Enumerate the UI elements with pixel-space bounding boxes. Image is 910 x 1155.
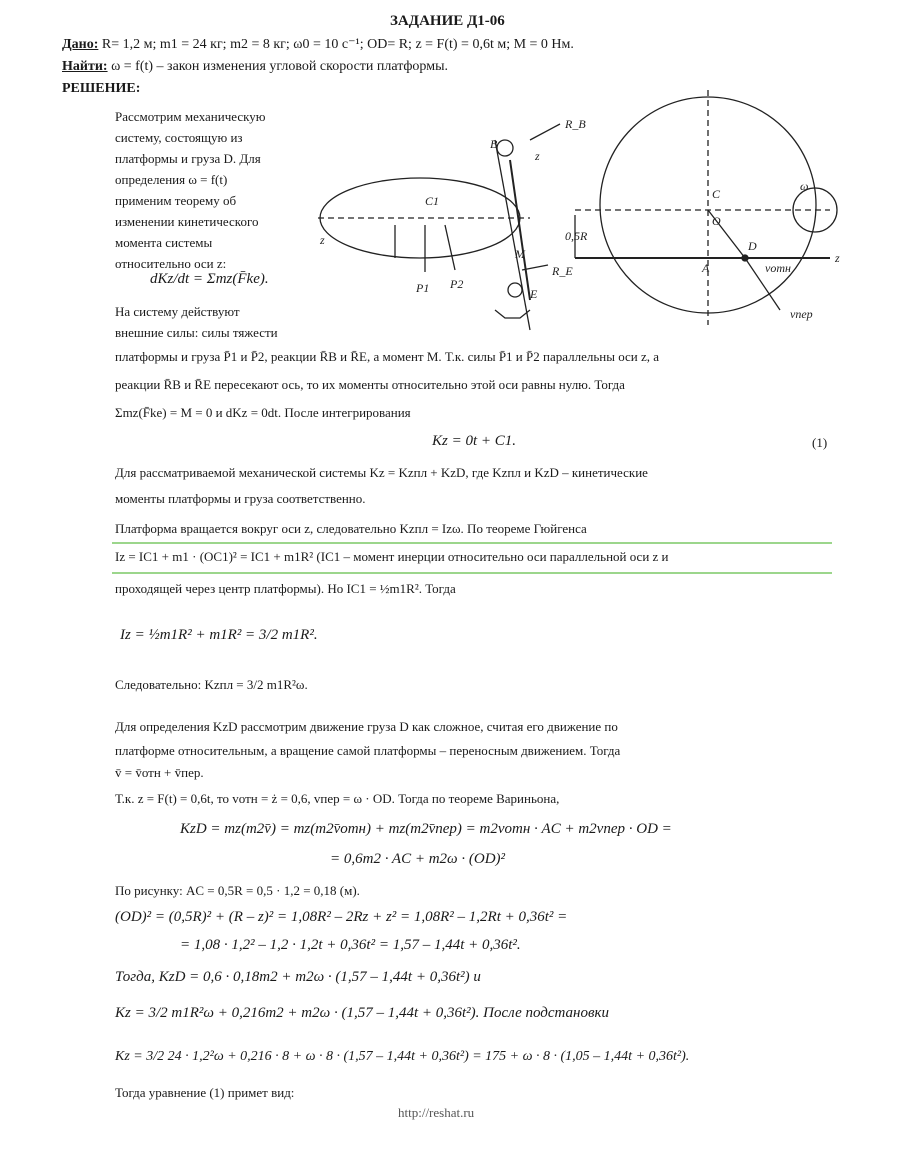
paragraph-line: реакции R̄B и R̄E пересекают ось, то их моменты относительно этой оси равны нулю. Тогда	[115, 377, 625, 392]
equation-5-intro: Тогда, KzD = 0,6 · 0,18m2 + m2ω · (1,57 – 1,44t + 0,36t²) и	[115, 969, 481, 985]
bearing-b	[497, 140, 513, 156]
label-p1: P1	[416, 281, 430, 295]
platform-ellipse	[320, 178, 520, 258]
paragraph-line: Iz = IC1 + m1 · (OC1)² = IC1 + m1R² (IC1 – момент инерции относительно оси параллельной оси z и	[115, 549, 669, 564]
p2-arrow	[445, 225, 455, 270]
equation-1: Kz = 0t + C1.	[432, 433, 517, 449]
highlight-underline	[112, 538, 832, 544]
paragraph-line: Тогда уравнение (1) примет вид:	[115, 1085, 295, 1100]
rotation-axis	[495, 140, 530, 330]
highlight-underline	[112, 568, 832, 574]
platform-circle	[600, 97, 816, 313]
re-arrow	[522, 265, 548, 270]
paragraph-line: платформе относительным, а вращение самой платформы – переносным движением. Тогда	[115, 743, 621, 758]
paragraph-line: Платформа вращается вокруг оси z, следовательно Kzпл = Izω. По теореме Гюйгенса	[115, 521, 587, 536]
solution-label: РЕШЕНИЕ:	[62, 81, 141, 96]
label-c: C	[712, 187, 721, 201]
label-omega: ω	[800, 179, 809, 193]
point-d	[742, 255, 748, 261]
shaft	[510, 160, 530, 300]
platform-top-view	[575, 90, 837, 325]
label-re: R_E	[552, 264, 573, 278]
find-label: Найти:	[62, 59, 108, 74]
label-m: M	[515, 247, 525, 261]
equation-2: Iz = ½m1R² + m1R² = 3/2 m1R².	[120, 627, 318, 643]
od-radius	[708, 210, 745, 258]
v-arrow	[745, 258, 780, 310]
intro-equation: dKz/dt = Σmz(F̄ke).	[150, 271, 269, 287]
rotation-arc	[793, 188, 837, 232]
label-z-left: z	[320, 233, 325, 247]
label-d: D	[748, 239, 757, 253]
intro-line: внешние силы: силы тяжести	[115, 325, 278, 340]
intro-line: изменении кинетического	[115, 214, 259, 229]
paragraph-line: Для рассматриваемой механической системы Kz = Kzпл + KzD, где Kzпл и KzD – кинетические	[115, 465, 648, 480]
platform-side-view	[318, 124, 560, 330]
intro-line: систему, состоящую из	[115, 130, 243, 145]
label-vot: vотн	[765, 261, 791, 275]
label-o: O	[712, 214, 721, 228]
paragraph-line: По рисунку: AC = 0,5R = 0,5 · 1,2 = 0,18 (м).	[115, 883, 360, 898]
paragraph-line: v̄ = v̄отн + v̄пер.	[115, 765, 204, 780]
paragraph-line: проходящей через центр платформы). Но IC1 = ½m1R². Тогда	[115, 581, 456, 596]
label-z-axis: z	[535, 149, 540, 163]
label-dist: 0,5R	[565, 229, 588, 243]
equation-1-number: (1)	[812, 435, 828, 450]
label-vpr: vпер	[790, 307, 813, 321]
given-label: Дано:	[62, 37, 99, 52]
paragraph-line: Т.к. z = F(t) = 0,6t, то vотн = ż = 0,6, vпер = ω · OD. Тогда по теореме Вариньона,	[115, 791, 560, 806]
find-text: ω = f(t) – закон изменения угловой скорости платформы.	[111, 59, 448, 74]
intro-line: момента системы	[115, 235, 213, 250]
equation-5: Kz = 3/2 m1R²ω + 0,216m2 + m2ω · (1,57 – 1,44t + 0,36t²). После подстановки	[115, 1005, 610, 1021]
rb-arrow	[530, 124, 560, 140]
intro-line: платформы и груза D. Для	[115, 151, 261, 166]
equation-3b: = 0,6m2 · AC + m2ω · (OD)²	[330, 851, 506, 867]
intro-line: Рассмотрим механическую	[115, 109, 266, 124]
find-line	[62, 60, 448, 74]
label-e: E	[530, 287, 538, 301]
footer-url: http://reshat.ru	[398, 1105, 475, 1120]
equation-4a: (OD)² = (0,5R)² + (R – z)² = 1,08R² – 2Rz + z² = 1,08R² – 1,2Rt + 0,36t² =	[115, 909, 568, 925]
equation-6: Kz = 3/2 24 · 1,2²ω + 0,216 · 8 + ω · 8 · (1,57 – 1,44t + 0,36t²) = 175 + ω · 8 · (1,05 – 1,44t + 0,36t²).	[115, 1049, 690, 1064]
base-support	[495, 310, 530, 318]
paragraph-line: моменты платформы и груза соответственно.	[115, 491, 366, 506]
document-title: ЗАДАНИЕ Д1-06	[390, 13, 505, 29]
label-a: A	[702, 261, 710, 275]
equation-4b: = 1,08 · 1,2² – 1,2 · 1,2t + 0,36t² = 1,57 – 1,44t + 0,36t².	[180, 937, 521, 953]
paragraph-line: Для определения KzD рассмотрим движение груза D как сложное, считая его движение по	[115, 719, 618, 734]
given-line	[62, 38, 574, 52]
paragraph-line: Следовательно: Kzпл = 3/2 m1R²ω.	[115, 677, 308, 692]
given-text: R= 1,2 м; m1 = 24 кг; m2 = 8 кг; ω0 = 10 с⁻¹; OD= R; z = F(t) = 0,6t м; M = 0 Нм.	[101, 37, 574, 52]
intro-line: На систему действуют	[115, 304, 240, 319]
bearing-e	[508, 283, 522, 297]
intro-line: относительно оси z:	[115, 256, 227, 271]
label-p2: P2	[450, 277, 464, 291]
label-c1: C1	[425, 194, 440, 208]
label-rb: R_B	[565, 117, 586, 131]
intro-line: применим теорему об	[115, 193, 237, 208]
label-z-right: z	[835, 251, 840, 265]
label-b: B	[490, 137, 498, 151]
equation-3a: KzD = mz(m2v̄) = mz(m2v̄отн) + mz(m2v̄пер) = m2vотн · AC + m2vпер · OD =	[180, 821, 672, 837]
paragraph-line: платформы и груза P̄1 и P̄2, реакции R̄B и R̄E, а момент M. Т.к. силы P̄1 и P̄2 параллельны оси z, а	[115, 349, 660, 364]
paragraph-line: Σmz(F̄ke) = M = 0 и dKz = 0dt. После интегрирования	[115, 405, 411, 420]
intro-line: определения ω = f(t)	[115, 172, 228, 187]
